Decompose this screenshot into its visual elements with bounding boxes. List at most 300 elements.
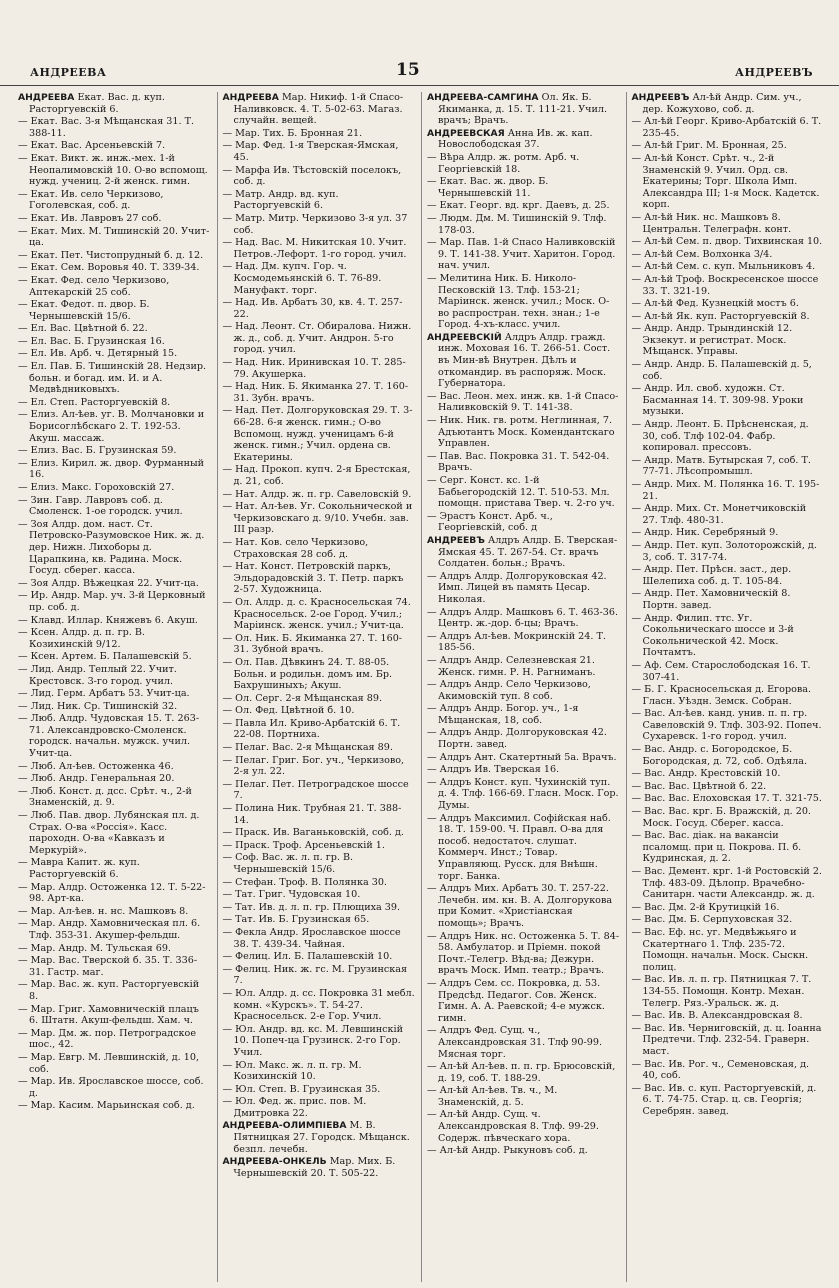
entry-text: — Андр. Леонт. Б. Прѣсненская, д. 30, соб. Тлф 102-04. Фабр. копировал. прессовъ. bbox=[631, 419, 809, 454]
entry-text: — Мар. Дм. ж. пор. Петроградское шос., 42. bbox=[18, 1027, 197, 1051]
directory-entry bbox=[632, 1059, 825, 1082]
directory-entry bbox=[18, 153, 211, 188]
entry-text: Анна Ив. ж. кап. Новослободская 37. bbox=[438, 127, 593, 151]
header-right-running-head: АНДРЕЕВЪ bbox=[735, 66, 813, 79]
entry-text: — Андр. Пет. Прѣсн. заст., дер. Шелепиха соб. д. Т. 105-84. bbox=[631, 564, 792, 587]
directory-entry bbox=[223, 657, 416, 692]
entry-text: — Алдръ Андр. Село Черкизово, Акимовскій туп. 8 соб. bbox=[427, 679, 591, 702]
entry-text: — Юл. Макс. ж. л. п. гр. М. Козихинскій 10. bbox=[222, 1059, 362, 1083]
entry-text: — Ал-ѣй Ал-ѣев. п. п. гр. Брюсовскій, д. 19, соб. Т. 188-29. bbox=[427, 1061, 616, 1084]
directory-entry bbox=[18, 578, 211, 590]
entry-text: — Аф. Сем. Старослободская 16. Т. 307-41. bbox=[631, 659, 811, 683]
entry-text: — Зоя Алдр. дом. наст. Ст. Петровско-Разумовское Ник. ж. д. дер. Нижн. Лихоборы д. Царапкина, кв. Радина. Моск. Госуд. сберег. касса. bbox=[18, 518, 205, 577]
directory-entry bbox=[223, 1024, 416, 1059]
entry-text: — Ол. Ник. Б. Якиманка 27. Т. 160-31. Зубной врачъ. bbox=[222, 632, 403, 656]
directory-entry bbox=[18, 445, 211, 457]
entry-text: — Люб. Конст. д. дсс. Срѣт. ч., 2-й Знаменскій, д. 9. bbox=[18, 785, 192, 809]
directory-entry bbox=[632, 479, 825, 502]
entry-text: — Юл. Андр. вд. кс. М. Левшинскій 10. Попеч-ца Грузинск. 2-го Гор. Учил. bbox=[222, 1023, 404, 1058]
directory-entry bbox=[18, 857, 211, 880]
entry-text: — Мар. Вас. ж. куп. Расторгуевскій 8. bbox=[18, 979, 200, 1002]
entry-text: — Вас. Вас. крг. Б. Вражскій, д. 20. Моск. Госуд. Сберег. касса. bbox=[631, 806, 811, 829]
entry-text: — Мар. Фед. 1-я Тверская-Ямская, 45. bbox=[222, 140, 399, 163]
entry-text: — Екат. Федот. п. двор. Б. Чернышевскій 15/6. bbox=[18, 299, 150, 322]
entry-text: — Ал-ѣй Як. куп. Расторгуевскій 8. bbox=[631, 310, 810, 322]
entry-text: — Екат. Мих. М. Тишинскій 20. Учит-ца. bbox=[18, 225, 210, 249]
entry-text: — Вас. Ал-ѣев. канд. унив. п. п. гр. Савеловскій 9. Тлф. 303-92. Попеч. Сухаревск. 1-го город. учил. bbox=[631, 708, 822, 743]
directory-entry bbox=[632, 249, 825, 261]
entry-text: — Над. Леонт. Ст. Обиралова. Нижн. ж. д., соб. д. Учит. Андрон. 5-го город. учил. bbox=[222, 321, 412, 356]
entry-text: — Тат. Григ. Чудовская 10. bbox=[222, 889, 361, 901]
directory-entry bbox=[223, 718, 416, 741]
entry-text: — Вас. Еф. нс. уг. Медвѣжьяго и Скатертнаго 1. Тлф. 235-72. Помощн. начальн. Моск. Сыскн. полиц. bbox=[631, 926, 809, 973]
directory-entry bbox=[223, 128, 416, 140]
entry-text: — Вас. Демент. крг. 1-й Ростовскій 2. Тлф. 483-09. Дѣлопр. Врачебно-Санитарн. части Александр. ж. д. bbox=[631, 866, 822, 901]
entry-text: — Ксен. Артем. Б. Палашевскій 5. bbox=[18, 651, 192, 663]
directory-entry bbox=[18, 943, 211, 955]
directory-entry bbox=[427, 237, 620, 272]
entry-text: — Андр. Мих. Ст. Монетчиковскій 27. Тлф. 480-31. bbox=[631, 503, 807, 526]
directory-entry bbox=[427, 1085, 620, 1108]
entry-text: Ал-ѣй Андр. Сим. уч., дер. Кожухово, соб. д. bbox=[642, 92, 802, 115]
entry-text: — Лид. Герм. Арбатъ 53. Учит-ца. bbox=[18, 688, 190, 700]
directory-entry bbox=[427, 415, 620, 450]
entry-text: — Ал-ѣй Ал-ѣев. Тв. ч., М. Знаменскій, д. 5. bbox=[427, 1085, 558, 1108]
entry-text: — Алдръ Алдр. Машковъ 6. Т. 463-36. Центр. ж.-дор. б-цы; Врачъ. bbox=[427, 606, 619, 630]
entry-text: — Вас. Дм. 2-й Крутицкій 16. bbox=[631, 901, 780, 913]
entry-text: — Андр. Пет. Хамовническій 8. Портн. завед. bbox=[631, 588, 791, 611]
directory-entry bbox=[223, 381, 416, 404]
directory-entry bbox=[18, 882, 211, 905]
directory-entry bbox=[223, 705, 416, 717]
directory-entry bbox=[223, 597, 416, 632]
directory-entry bbox=[427, 475, 620, 510]
directory-entry bbox=[18, 189, 211, 212]
entry-text: — Алдръ Алдр. Долгоруковская 42. Имп. Лицей въ память Цесар. Николая. bbox=[427, 570, 607, 605]
directory-entry bbox=[632, 768, 825, 780]
directory-entry bbox=[223, 537, 416, 560]
directory-entry bbox=[632, 419, 825, 454]
directory-entry bbox=[427, 631, 620, 654]
directory-entry bbox=[223, 321, 416, 356]
entry-text: — Екат. Вас. 3-я Мѣщанская 31. Т. 388-11. bbox=[18, 116, 195, 139]
directory-entry bbox=[427, 655, 620, 678]
entry-text: — Алдръ Конст. куп. Чухинскій туп. д. 4. Тлф. 166-69. Гласн. Моск. Гор. Думы. bbox=[427, 776, 619, 812]
directory-entry bbox=[223, 742, 416, 754]
entry-text: — Фелиц. Ил. Б. Палашевскій 10. bbox=[222, 951, 393, 963]
entry-text: — Вас. Андр. Крестовскій 10. bbox=[631, 768, 781, 780]
entry-text: — Андр. Мих. М. Полянка 16. Т. 195-21. bbox=[631, 479, 820, 502]
entry-text: — Лид. Андр. Теплый 22. Учит. Крестовск. 3-го город. учил. bbox=[18, 663, 177, 687]
entry-text: — Мар. Евгр. М. Левшинскій, д. 10, соб. bbox=[18, 1051, 200, 1075]
entry-text: — Марфа Ив. Тѣстовскій поселокъ, соб. д. bbox=[222, 164, 402, 188]
entry-text: — Алдръ Андр. Богор. уч., 1-я Мѣщанская, 18, соб. bbox=[427, 703, 579, 726]
entry-text: — Люб. Ал-ѣев. Остоженка 46. bbox=[18, 760, 174, 772]
entry-text: — Ол. Серг. 2-я Мѣщанская 89. bbox=[222, 692, 383, 704]
entry-text: — Эрастъ Конст. Арб. ч., Георгіевскій, соб. д bbox=[427, 510, 553, 534]
directory-entry bbox=[223, 988, 416, 1023]
entry-text: Мар. Никиф. 1-й Спасо-Наливковск. 4. Т. 5-02-63. Магаз. случайн. вещей. bbox=[233, 92, 404, 127]
directory-entry bbox=[18, 955, 211, 978]
directory-entry bbox=[18, 1052, 211, 1075]
directory-entry bbox=[427, 883, 620, 929]
directory-entry bbox=[427, 1109, 620, 1144]
directory-entry bbox=[223, 237, 416, 260]
directory-entry bbox=[18, 336, 211, 348]
directory-entry bbox=[427, 128, 620, 151]
directory-entry bbox=[427, 978, 620, 1024]
entry-text: — Андр. Пет. куп. Золоторожскій, д. 3, соб. Т. 317-74. bbox=[631, 539, 817, 563]
directory-entry bbox=[632, 503, 825, 526]
directory-entry bbox=[223, 852, 416, 875]
entry-surname: АНДРЕЕВА bbox=[18, 92, 75, 103]
directory-entry bbox=[427, 1025, 620, 1060]
directory-entry bbox=[18, 397, 211, 409]
entry-text: — Над. Прокоп. купч. 2-я Брестская, д. 21, соб. bbox=[222, 464, 411, 487]
directory-entry bbox=[632, 708, 825, 743]
directory-entry bbox=[632, 744, 825, 767]
directory-entry bbox=[632, 527, 825, 539]
column-3 bbox=[421, 92, 620, 1282]
entry-text: — Зоя Алдр. Вѣжецкая 22. Учит-ца. bbox=[18, 577, 199, 589]
directory-entry bbox=[632, 261, 825, 273]
entry-text: — Екат. Ив. Лавровъ 27 соб. bbox=[18, 212, 162, 224]
directory-entry bbox=[223, 779, 416, 802]
directory-entry bbox=[632, 383, 825, 418]
directory-entry bbox=[223, 1156, 416, 1179]
directory-entry bbox=[427, 535, 620, 570]
entry-surname: АНДРЕЕВА-ОНКЕЛЬ bbox=[222, 1156, 327, 1168]
directory-entry bbox=[18, 140, 211, 152]
entry-text: Алдръ Алдр. гражд. инж. Моховая 16. Т. 266-51. Сост. въ Мин-вѣ Внутрен. Дѣлъ и откомандир. въ распоряж. Моск. Губернатора. bbox=[438, 331, 611, 390]
directory-entry bbox=[223, 261, 416, 296]
entry-text: — Лид. Ник. Ср. Тишинскій 32. bbox=[18, 700, 178, 712]
directory-entry bbox=[18, 262, 211, 274]
entry-text: — Екат. Пет. Чистопрудный б. д. 12. bbox=[18, 249, 204, 261]
directory-entry bbox=[18, 590, 211, 613]
entry-text: — Вѣра Алдр. ж. ротм. Арб. ч. Георгіевскій 18. bbox=[427, 151, 580, 175]
entry-text: — Алдръ Фед. Сущ. ч., Александровская 31. Тлф 90-99. Мясная торг. bbox=[427, 1025, 603, 1060]
column-2 bbox=[217, 92, 416, 1282]
directory-entry bbox=[223, 357, 416, 380]
directory-entry bbox=[427, 176, 620, 199]
entry-text: — Юл. Фед. ж. прис. пов. М. Дмитровка 22. bbox=[222, 1096, 367, 1119]
directory-entry bbox=[632, 455, 825, 478]
entry-text: Екат. Вас. д. куп. Расторгуевскій 6. bbox=[29, 92, 165, 115]
directory-entry bbox=[223, 840, 416, 852]
entry-text: — Мар. Пав. 1-й Спасо Наливковскій 9. Т. 141-38. Учит. Харитон. Город. нач. учил. bbox=[427, 237, 616, 272]
entry-text: — Ал-ѣй Сем. п. двор. Тихвинская 10. bbox=[631, 236, 823, 248]
directory-entry bbox=[223, 501, 416, 536]
directory-entry bbox=[632, 153, 825, 211]
directory-entry bbox=[18, 773, 211, 785]
entry-text: — Люб. Андр. Генеральная 20. bbox=[18, 773, 175, 785]
directory-entry bbox=[223, 755, 416, 778]
entry-text: — Ал-ѣй Фед. Кузнецкій мостъ 6. bbox=[631, 298, 799, 310]
entry-text: — Вас. Вас. Цвѣтной б. 22. bbox=[631, 780, 767, 792]
directory-entry bbox=[632, 236, 825, 248]
directory-entry bbox=[223, 927, 416, 950]
entry-text: — Людм. Дм. М. Тишинскій 9. Тлф. 178-03. bbox=[427, 212, 607, 236]
entry-text: — Андр. Филип. ттс. Уг. Сокольническаго шоссе и 3-й Сокольнической 42. Моск. Почтамтъ. bbox=[631, 612, 794, 659]
directory-entry bbox=[18, 92, 211, 115]
entry-surname: АНДРЕЕВА-ОЛИМПІЕВА bbox=[222, 1120, 347, 1132]
directory-entry bbox=[18, 495, 211, 518]
directory-entry bbox=[18, 1004, 211, 1027]
directory-entry bbox=[18, 250, 211, 262]
entry-text: — Нат. Конст. Петровскій паркъ, Эльдорадовскій 3. Т. Петр. паркъ 2-57. Художница. bbox=[222, 561, 404, 596]
page-header bbox=[0, 0, 839, 86]
entry-text: — Мар. Григ. Хамовническій плацъ 6. Штатн. Акуш-фельдш. Хам. ч. bbox=[18, 1003, 199, 1027]
entry-text: — Екат. Вас. ж. двор. Б. Чернышевскій 11. bbox=[427, 176, 549, 199]
entry-text: — Елиз. Вас. Б. Грузинская 59. bbox=[18, 445, 177, 457]
directory-entry bbox=[223, 902, 416, 914]
entry-text: — Пав. Вас. Покровка 31. Т. 542-04. Врачъ. bbox=[427, 450, 610, 474]
entry-text: — Над. Ив. Арбатъ 30, кв. 4. Т. 257-22. bbox=[222, 297, 403, 320]
directory-entry bbox=[223, 561, 416, 596]
entry-text: — Над. Вас. М. Никитская 10. Учит. Петров.-Лефорт. 1-го город. учил. bbox=[222, 237, 407, 260]
entry-text: — Тат. Ив. Б. Грузинская 65. bbox=[222, 914, 370, 926]
directory-entry bbox=[18, 1100, 211, 1112]
entry-text: — Ксен. Алдр. д. п. гр. В. Козихинскій 9/12. bbox=[18, 627, 145, 650]
directory-entry bbox=[632, 927, 825, 973]
directory-entry bbox=[427, 213, 620, 236]
directory-entry bbox=[223, 92, 416, 127]
entry-text: — Ел. Пав. Б. Тишинскій 28. Недзир. больн. и богад. им. И. и А. Медвѣдниковыхъ. bbox=[18, 361, 207, 396]
entry-text: — Вас. Леон. мех. инж. кв. 1-й Спасо-Наливковскій 9. Т. 141-38. bbox=[427, 390, 619, 414]
entry-text: — Елиз. Кирил. ж. двор. Фурманный 16. bbox=[18, 457, 205, 481]
entry-text: М. В. Пятницкая 27. Городск. Мѣщанск. безпл. лечебн. bbox=[233, 1120, 410, 1155]
directory-entry bbox=[223, 951, 416, 963]
directory-entry bbox=[223, 165, 416, 188]
directory-entry bbox=[223, 1096, 416, 1119]
entry-text: — Ал-ѣй Григ. М. Бронная, 25. bbox=[631, 140, 787, 152]
entry-text: — Екат. Сем. Воровья 40. Т. 339-34. bbox=[18, 262, 200, 274]
directory-entry bbox=[632, 781, 825, 793]
entry-text: — Андр. Андр. Б. Палашевскій д. 5, соб. bbox=[631, 359, 812, 382]
entry-text: — Ел. Ив. Арб. ч. Детярный 15. bbox=[18, 348, 178, 360]
entry-text: — Юл. Степ. В. Грузинская 35. bbox=[222, 1083, 381, 1095]
entry-text: — Ал-ѣй Андр. Сущ. ч. Александровская 8. Тлф. 99-29. Содерж. пѣвческаго хора. bbox=[427, 1109, 599, 1144]
entry-text: — Ел. Степ. Расторгуевскій 8. bbox=[18, 396, 171, 408]
directory-entry bbox=[632, 793, 825, 805]
entry-text: — Мар. Касим. Марьинская соб. д. bbox=[18, 1100, 195, 1112]
directory-entry bbox=[18, 701, 211, 713]
column-4 bbox=[626, 92, 825, 1282]
entry-text: — Вас. Вас. діак. на вакансіи псаломщ. при ц. Покрова. П. б. Кудринская, д. 2. bbox=[631, 830, 802, 865]
entry-text: Алдръ Алдр. Б. Тверская-Ямская 45. Т. 267-54. Ст. врачъ Солдатен. больн.; Врачъ. bbox=[438, 534, 618, 570]
entry-text: — Тат. Ив. д. л. п. гр. Плющиха 39. bbox=[222, 901, 401, 913]
directory-entry bbox=[427, 764, 620, 776]
entry-text: — Пелаг. Пет. Петроградское шоссе 7. bbox=[222, 778, 409, 802]
directory-entry bbox=[427, 727, 620, 750]
directory-entry bbox=[18, 713, 211, 759]
directory-entry bbox=[632, 1010, 825, 1022]
directory-entry bbox=[223, 889, 416, 901]
entry-text: — Пелаг. Григ. Бог. уч., Черкизово, 2-я ул. 22. bbox=[222, 754, 405, 778]
entry-text: — Клавд. Иллар. Княжевъ 6. Акуш. bbox=[18, 614, 198, 626]
entry-text: — Над. Ник. Б. Якиманка 27. Т. 160-31. Зубн. врачъ. bbox=[222, 381, 409, 404]
directory-entry bbox=[427, 332, 620, 390]
entry-text: — Ол. Пав. Дѣвкинъ 24. Т. 88-05. Больн. и родильн. домъ им. Бр. Бахрушиныхъ; Акуш. bbox=[222, 656, 393, 692]
directory-entry bbox=[632, 311, 825, 323]
entry-text: — Ник. Ник. гв. ротм. Неглинная, 7. Адъютантъ Моск. Комендантскаго Управлен. bbox=[427, 415, 615, 450]
directory-entry bbox=[223, 1060, 416, 1083]
directory-entry bbox=[632, 806, 825, 829]
entry-text: — Алдръ Сем. сс. Покровка, д. 53. Предсѣд. Педагог. Сов. Женск. Гимн. А. А. Раевской; 4-е мужск. гимн. bbox=[427, 977, 605, 1024]
directory-entry bbox=[632, 1083, 825, 1118]
directory-entry bbox=[427, 679, 620, 702]
directory-entry bbox=[18, 519, 211, 577]
directory-entry bbox=[18, 810, 211, 856]
entry-text: — Ал-ѣй Ник. нс. Машковъ 8. Центральн. Телеграфн. конт. bbox=[631, 211, 792, 235]
entry-text: — Ал-ѣй Сем. с. куп. Мыльниковъ 4. bbox=[631, 261, 816, 273]
entry-text: — Серг. Конст. кс. 1-й Бабьегородскій 12. Т. 510-53. Мл. помощн. пристава Твер. ч. 2-го уч. bbox=[427, 475, 615, 510]
directory-entry bbox=[632, 613, 825, 659]
entry-text: — Полина Ник. Трубная 21. Т. 388-14. bbox=[222, 803, 402, 826]
directory-entry bbox=[18, 323, 211, 335]
entry-text: — Фелиц. Ник. ж. гс. М. Грузинская 7. bbox=[222, 963, 408, 987]
entry-text: — Праск. Ив. Ваганьковскій, соб. д. bbox=[222, 827, 404, 839]
directory-entry bbox=[18, 116, 211, 139]
entry-text: — Мар. Ив. Ярославское шоссе, соб. д. bbox=[18, 1076, 204, 1099]
directory-entry bbox=[632, 866, 825, 901]
entry-text: — Вас. Вас. Елоховская 17. Т. 321-75. bbox=[631, 793, 822, 805]
directory-entry bbox=[18, 627, 211, 650]
entry-text: — Мелитина Ник. Б. Николо-Песковскій 13. Тлф. 153-21; Маріинск. женск. учил.; Моск. О-во распростран. техн. знан.; 1-е Город. 4-хъ-класс. учил. bbox=[427, 272, 610, 331]
entry-text: — Вас. Ив. В. Александровская 8. bbox=[631, 1010, 803, 1022]
entry-surname: АНДРЕЕВСКАЯ bbox=[427, 127, 505, 139]
entry-text: — Ол. Алдр. д. с. Красносельская 74. Красносельск. 2-ое Город. Учил.; Маріинск. женск. учил.; Учит-ца. bbox=[222, 596, 411, 632]
directory-entry bbox=[632, 660, 825, 683]
entry-text: — Екат. Георг. вд. крг. Даевъ, д. 25. bbox=[427, 200, 610, 212]
entry-text: — Алдръ Ив. Тверская 16. bbox=[427, 764, 560, 776]
entry-text: — Ал-ѣй Троф. Воскресенское шоссе 33. Т. 321-19. bbox=[631, 273, 819, 297]
directory-entry bbox=[223, 405, 416, 463]
directory-entry bbox=[18, 906, 211, 918]
directory-entry bbox=[18, 213, 211, 225]
directory-entry bbox=[18, 1028, 211, 1051]
directory-entry bbox=[223, 803, 416, 826]
directory-entry bbox=[18, 786, 211, 809]
directory-entry bbox=[632, 540, 825, 563]
directory-entry bbox=[18, 979, 211, 1002]
directory-entry bbox=[427, 273, 620, 331]
entry-text: — Алдръ Мих. Арбатъ 30. Т. 257-22. Лечебн. им. кн. В. А. Долгорукова при Комит. «Христіанская помощь»; Врачъ. bbox=[427, 883, 613, 929]
entry-text: — Екат. Ив. село Черкизово, Гоголевская, соб. д. bbox=[18, 188, 164, 212]
directory-entry bbox=[18, 348, 211, 360]
entry-text: — Ал-ѣй Конст. Срѣт. ч., 2-й Знаменскій 9. Учил. Орд. св. Екатерины; Торг. Школа Имп. Александра III; 1-я Моск. Кадетск. корп. bbox=[631, 152, 820, 211]
directory-entry bbox=[427, 451, 620, 474]
directory-entry bbox=[18, 409, 211, 444]
entry-text: — Ел. Вас. Цвѣтной б. 22. bbox=[18, 323, 148, 335]
entry-text: Мар. Мих. Б. Чернышевскій 20. Т. 505-22. bbox=[233, 1156, 396, 1179]
directory-entry bbox=[427, 152, 620, 175]
entry-text: — Вас. Дм. Б. Серпуховская 32. bbox=[631, 914, 793, 926]
directory-entry bbox=[223, 489, 416, 501]
entry-text: — Мар. Алдр. Остоженка 12. Т. 5-22-98. Арт-ка. bbox=[18, 881, 206, 905]
entry-text: — Алдръ Ант. Скатертный 5а. Врачъ. bbox=[427, 751, 617, 763]
directory-entry bbox=[632, 564, 825, 587]
directory-entry bbox=[632, 902, 825, 914]
entry-text: — Андр. Матв. Бутырская 7, соб. Т. 77-71. Лѣсопромышл. bbox=[631, 454, 811, 478]
directory-entry bbox=[427, 931, 620, 977]
entry-text: — Мар. Тих. Б. Бронная 21. bbox=[222, 127, 363, 139]
directory-entry bbox=[18, 275, 211, 298]
directory-entry bbox=[427, 703, 620, 726]
entry-text: — Алдръ Ал-ѣев. Мокринскій 24. Т. 185-56. bbox=[427, 630, 606, 654]
entry-surname: АНДРЕЕВЪ bbox=[631, 92, 690, 103]
entry-text: Ол. Як. Б. Якиманка, д. 15. Т. 111-21. Учил. врачъ; Врачъ. bbox=[438, 92, 608, 127]
directory-entry bbox=[632, 588, 825, 611]
entry-surname: АНДРЕЕВА-САМГИНА bbox=[427, 92, 539, 103]
entry-text: — Андр. Ник. Серебряный 9. bbox=[631, 527, 779, 539]
entry-text: — Над. Дм. купч. Гор. ч. Космодемьянскій 6. Т. 76-89. Мануфакт. торг. bbox=[222, 261, 382, 296]
directory-entry bbox=[18, 1076, 211, 1099]
directory-entry bbox=[223, 1120, 416, 1155]
directory-entry bbox=[632, 212, 825, 235]
entry-text: — Нат. Алдр. ж. п. гр. Савеловскій 9. bbox=[222, 488, 412, 500]
directory-entry bbox=[632, 974, 825, 1009]
entry-text: — Екат. Викт. ж. инж.-мех. 1-й Неопалимовскій 10. О-во вспомощ. нужд. учениц. 2-й женск. гимн. bbox=[18, 152, 208, 188]
entry-text: — Ал-ѣй Георг. Криво-Арбатскій 6. Т. 235-45. bbox=[631, 116, 822, 139]
entry-surname: АНДРЕЕВЪ bbox=[427, 534, 485, 546]
directory-entry bbox=[427, 200, 620, 212]
directory-entry bbox=[632, 274, 825, 297]
directory-entry bbox=[632, 298, 825, 310]
directory-entry bbox=[18, 651, 211, 663]
entry-text: — Алдръ Андр. Селезневская 21. Женск. гимн. Р. Н. Рагниманъ. bbox=[427, 654, 596, 678]
directory-entry bbox=[18, 664, 211, 687]
directory-entry bbox=[632, 830, 825, 865]
directory-entry bbox=[18, 761, 211, 773]
directory-entry bbox=[632, 116, 825, 139]
entry-text: — Елиз. Макс. Гороховскій 27. bbox=[18, 482, 175, 493]
entry-text: — Матр. Андр. вд. куп. Расторгуевскій 6. bbox=[222, 188, 339, 212]
directory-entry bbox=[223, 914, 416, 926]
entry-text: — Ол. Фед. Цвѣтной б. 10. bbox=[222, 705, 355, 717]
header-left-running-head: АНДРЕЕВА bbox=[30, 66, 107, 79]
directory-entry bbox=[223, 693, 416, 705]
directory-entry bbox=[427, 571, 620, 606]
entry-surname: АНДРЕЕВСКІЙ bbox=[427, 331, 502, 343]
entry-text: — Вас. Ив. Черниговскій, д. ц. Іоанна Предтечи. Тлф. 232-54. Граверн. маст. bbox=[631, 1022, 822, 1057]
entry-text: — Мавра Капит. ж. куп. Расторгуевскій 6. bbox=[18, 857, 140, 880]
directory-entry bbox=[223, 877, 416, 889]
entry-text: — Алдръ Максимил. Софійская наб. 18. Т. 159-00. Ч. Правл. О-ва для пособ. недостаточ. слушат. Коммерч. Инст.; Товар. Управляющ. Русск. для Внѣшн. торг. Банка. bbox=[427, 812, 611, 882]
entry-text: — Андр. Ил. своб. художн. Ст. Басманная 14. Т. 309-98. Уроки музыки. bbox=[631, 383, 804, 418]
directory-entry bbox=[18, 361, 211, 396]
directory-entry bbox=[223, 827, 416, 839]
directory-entry bbox=[427, 777, 620, 812]
entry-surname: АНДРЕЕВА bbox=[222, 92, 279, 103]
entry-text: — Нат. Ал-ѣев. Уг. Сокольнической и Черкизовскаго д. 9/10. Учебн. зав. III разр. bbox=[222, 501, 413, 536]
entry-text: — Б. Г. Красносельская д. Егорова. Гласн. Уѣздн. Земск. Собран. bbox=[631, 684, 812, 707]
directory-entry bbox=[223, 140, 416, 163]
directory-entry bbox=[632, 323, 825, 358]
entry-text: — Екат. Вас. Арсеньевскій 7. bbox=[18, 140, 166, 152]
directory-entry bbox=[427, 607, 620, 630]
directory-entry bbox=[632, 1023, 825, 1058]
directory-entry bbox=[427, 752, 620, 764]
entry-text: — Ир. Андр. Мар. уч. 3-й Церковный пр. соб. д. bbox=[18, 590, 206, 613]
entry-text: — Вас. Ив. с. куп. Расторгуевскій, д. 6. Т. 74-75. Стар. ц. св. Георгія; Серебрян. завед. bbox=[631, 1082, 817, 1117]
directory-entry bbox=[18, 615, 211, 627]
entry-text: — Екат. Фед. село Черкизово, Аптекарскій 25 соб. bbox=[18, 274, 170, 298]
directory-entry bbox=[632, 92, 825, 115]
entry-text: — Елиз. Ал-ѣев. уг. В. Молчановки и Борисоглѣбскаго 2. Т. 192-53. Акуш. массаж. bbox=[18, 409, 205, 444]
entry-text: — Люб. Пав. двор. Лубянская пл. д. Страх. О-ва «Россія». Касс. пароходн. О-ва «Кавказъ и Меркурій». bbox=[18, 810, 200, 856]
